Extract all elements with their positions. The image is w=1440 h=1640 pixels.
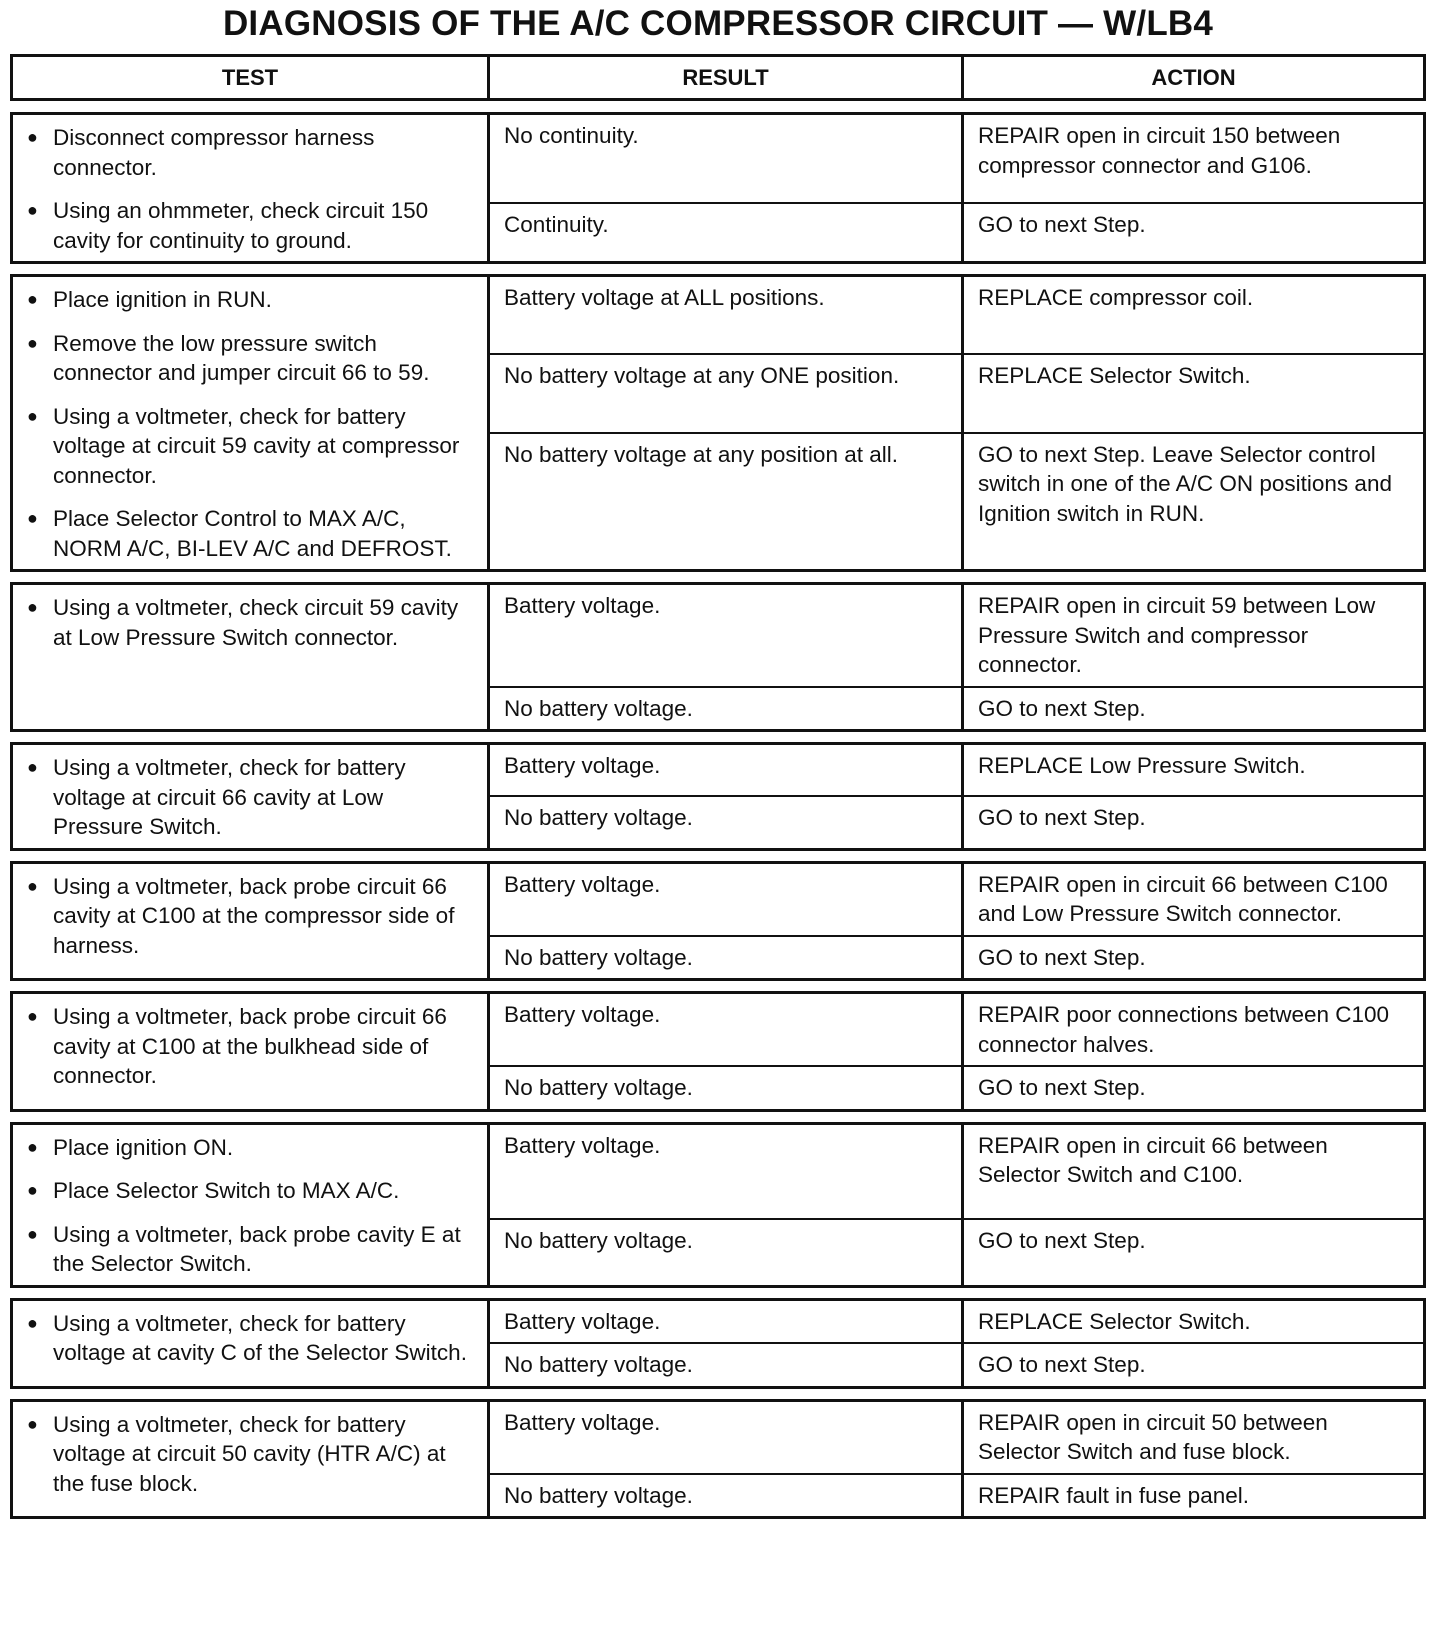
result-action-rows <box>487 585 1423 729</box>
action-cell: REPAIR open in circuit 150 between compressor connector and G106. <box>978 123 1341 178</box>
test-cell <box>13 994 487 1109</box>
header-action: ACTION <box>961 57 1423 98</box>
result-cell: No battery voltage at any position at all. <box>490 434 964 569</box>
test-cell <box>13 115 487 261</box>
test-text: Place ignition ON. <box>53 1134 234 1160</box>
table-row <box>490 585 1423 686</box>
test-cell <box>13 1125 487 1285</box>
test-item <box>27 872 475 961</box>
action-cell: GO to next Step. <box>978 1075 1146 1100</box>
test-item <box>27 593 475 652</box>
bullet-icon: ● <box>27 405 38 426</box>
diagnosis-steps <box>10 112 1426 1519</box>
result-cell: No battery voltage. <box>490 1475 964 1517</box>
action-cell: REPAIR poor connections between C100 connector halves. <box>978 1002 1390 1057</box>
test-item <box>27 504 475 563</box>
table-header <box>10 54 1426 101</box>
bullet-icon: ● <box>27 332 38 353</box>
action-cell: GO to next Step. <box>978 944 1146 970</box>
table-row <box>490 745 1423 795</box>
table-row <box>490 795 1423 847</box>
test-cell <box>13 277 487 569</box>
result-cell: Battery voltage. <box>490 1125 964 1219</box>
result-cell: No battery voltage. <box>490 1220 964 1284</box>
action-cell: REPAIR open in circuit 66 between Selector Switch and C100. <box>978 1132 1328 1187</box>
test-cell <box>13 864 487 979</box>
test-item <box>27 1002 475 1091</box>
action-cell: REPLACE compressor coil. <box>978 285 1254 310</box>
test-text: Place Selector Control to MAX A/C, NORM A/C, BI-LEV A/C and DEFROST. <box>53 506 452 561</box>
test-item <box>27 1133 475 1163</box>
table-row <box>490 864 1423 935</box>
test-item <box>27 753 475 842</box>
table-row <box>490 935 1423 979</box>
bullet-icon: ● <box>27 1413 38 1434</box>
test-cell <box>13 585 487 729</box>
table-row <box>490 994 1423 1065</box>
result-cell: No battery voltage. <box>490 688 964 730</box>
test-cell <box>13 745 487 848</box>
action-cell: GO to next Step. Leave Selector control switch in one of the A/C ON positions and Ignition switch in RUN. <box>978 441 1392 526</box>
test-text: Using a voltmeter, back probe cavity E at the Selector Switch. <box>53 1221 461 1276</box>
bullet-icon: ● <box>27 127 38 147</box>
result-cell: No continuity. <box>490 115 964 202</box>
test-text: Using a voltmeter, check for battery voltage at circuit 66 cavity at Low Pressure Switch. <box>53 755 406 839</box>
result-action-rows <box>487 115 1423 261</box>
test-item <box>27 196 475 255</box>
test-text: Place ignition in RUN. <box>53 287 272 312</box>
action-cell: GO to next Step. <box>978 211 1146 237</box>
test-cell <box>13 1301 487 1386</box>
test-text: Using a voltmeter, check for battery voltage at circuit 50 cavity (HTR A/C) at the fuse block. <box>53 1411 446 1496</box>
table-row <box>490 1402 1423 1473</box>
step-block <box>10 1298 1426 1389</box>
result-cell: No battery voltage. <box>490 797 964 847</box>
test-text: Disconnect compressor harness connector. <box>53 125 375 180</box>
result-action-rows <box>487 277 1423 569</box>
bullet-icon: ● <box>27 875 38 896</box>
action-cell: GO to next Step. <box>978 1352 1146 1377</box>
table-row <box>490 432 1423 569</box>
result-action-rows <box>487 1402 1423 1517</box>
test-text: Using an ohmmeter, check circuit 150 cavity for continuity to ground. <box>53 198 429 253</box>
bullet-icon: ● <box>27 1180 38 1200</box>
result-cell: No battery voltage. <box>490 1344 964 1386</box>
action-cell: REPLACE Low Pressure Switch. <box>978 753 1306 778</box>
result-cell: No battery voltage. <box>490 937 964 979</box>
test-text: Using a voltmeter, check circuit 59 cavity at Low Pressure Switch connector. <box>53 595 459 650</box>
table-row <box>490 1065 1423 1109</box>
result-action-rows <box>487 864 1423 979</box>
test-text: Using a voltmeter, back probe circuit 66 cavity at C100 at the bulkhead side of connector. <box>53 1004 447 1088</box>
action-cell: REPAIR open in circuit 59 between Low Pressure Switch and compressor connector. <box>978 593 1376 677</box>
bullet-icon: ● <box>27 289 38 309</box>
test-item <box>27 285 475 315</box>
result-cell: Battery voltage at ALL positions. <box>490 277 964 353</box>
test-text: Remove the low pressure switch connector and jumper circuit 66 to 59. <box>53 330 430 385</box>
test-item <box>27 123 475 182</box>
test-item <box>27 402 475 491</box>
result-cell: Continuity. <box>490 204 964 261</box>
result-cell: No battery voltage at any ONE position. <box>490 355 964 431</box>
table-row <box>490 1218 1423 1284</box>
result-action-rows <box>487 994 1423 1109</box>
action-cell: REPAIR open in circuit 66 between C100 and Low Pressure Switch connector. <box>978 871 1388 926</box>
table-row <box>490 1342 1423 1386</box>
step-block <box>10 1122 1426 1288</box>
table-row <box>490 1301 1423 1343</box>
result-cell: No battery voltage. <box>490 1067 964 1109</box>
result-cell: Battery voltage. <box>490 994 964 1065</box>
step-block <box>10 991 1426 1112</box>
step-block <box>10 274 1426 572</box>
bullet-icon: ● <box>27 597 38 617</box>
action-cell: REPLACE Selector Switch. <box>978 363 1251 389</box>
step-block <box>10 861 1426 982</box>
table-row <box>490 353 1423 431</box>
action-cell: REPAIR fault in fuse panel. <box>978 1482 1249 1508</box>
test-item <box>27 1410 475 1499</box>
table-row <box>490 1473 1423 1517</box>
bullet-icon: ● <box>27 1136 38 1157</box>
test-text: Using a voltmeter, back probe circuit 66 cavity at C100 at the compressor side of harness. <box>53 873 455 958</box>
page-title: DIAGNOSIS OF THE A/C COMPRESSOR CIRCUIT — W/LB4 <box>222 4 1214 43</box>
action-cell: REPLACE Selector Switch. <box>978 1308 1251 1334</box>
bullet-icon: ● <box>27 200 38 220</box>
table-row <box>490 202 1423 261</box>
step-block <box>10 582 1426 732</box>
step-block <box>10 112 1426 264</box>
table-row <box>490 115 1423 202</box>
test-item <box>27 1176 475 1206</box>
step-block <box>10 742 1426 851</box>
test-cell <box>13 1402 487 1517</box>
test-item <box>27 1309 475 1368</box>
action-cell: GO to next Step. <box>978 695 1146 721</box>
bullet-icon: ● <box>27 508 38 528</box>
result-cell: Battery voltage. <box>490 1301 964 1343</box>
result-action-rows <box>487 745 1423 848</box>
bullet-icon: ● <box>27 1223 38 1244</box>
test-item <box>27 329 475 388</box>
test-item <box>27 1220 475 1279</box>
action-cell: GO to next Step. <box>978 805 1146 831</box>
header-test: TEST <box>221 64 279 90</box>
result-action-rows <box>487 1301 1423 1386</box>
table-row <box>490 686 1423 730</box>
action-cell: REPAIR open in circuit 50 between Selector Switch and fuse block. <box>978 1409 1328 1464</box>
result-cell: Battery voltage. <box>490 864 964 935</box>
test-text: Place Selector Switch to MAX A/C. <box>53 1178 400 1203</box>
test-text: Using a voltmeter, check for battery voltage at cavity C of the Selector Switch. <box>53 1310 467 1365</box>
table-row <box>490 277 1423 353</box>
result-cell: Battery voltage. <box>490 1402 964 1473</box>
bullet-icon: ● <box>27 1312 38 1333</box>
bullet-icon: ● <box>27 757 38 777</box>
result-cell: Battery voltage. <box>490 745 964 795</box>
test-text: Using a voltmeter, check for battery voltage at circuit 59 cavity at compressor connector. <box>53 403 460 488</box>
action-cell: GO to next Step. <box>978 1228 1146 1254</box>
result-cell: Battery voltage. <box>490 585 964 686</box>
step-block <box>10 1399 1426 1520</box>
bullet-icon: ● <box>27 1006 38 1026</box>
table-row <box>490 1125 1423 1219</box>
result-action-rows <box>487 1125 1423 1285</box>
header-result: RESULT <box>487 57 961 98</box>
